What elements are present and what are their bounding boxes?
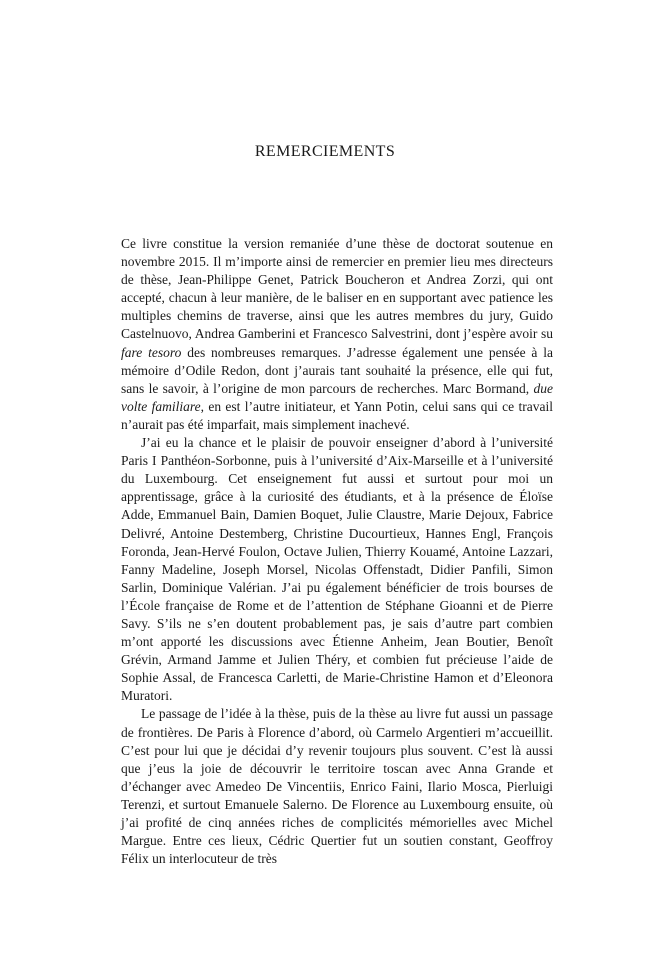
body-text: [121, 235, 553, 868]
text-run: Ce livre constitue la version remaniée d’une thèse de doctorat soutenue en novembre 2015. Il m’importe ainsi de remercier en premier lieu mes directeurs de thèse, Jean-Philippe Genet, Patrick Boucheron et Andrea Zorzi, qui ont accepté, chacun à leur manière, de le baliser en en supportant avec patience les multiples chemins de traverse, ainsi que les autres membres du jury, Guido Castelnuovo, Andrea Gamberini et Francesco Salvestrini, dont j’espère avoir su: [121, 236, 553, 342]
page-title: REMERCIEMENTS: [254, 143, 396, 160]
italic-phrase: fare tesoro: [121, 344, 182, 360]
text-run: J’ai eu la chance et le plaisir de pouvoir enseigner d’abord à l’université Paris I Panthéon-Sorbonne, puis à l’université d’Aix-Marseille et à l’université du Luxembourg. Cet enseignement fut aussi et surtout pour moi un apprentissage, grâce à la curiosité des étudiants, et à la présence de Éloïse Adde, Emmanuel Bain, Damien Boquet, Julie Claustre, Marie Dejoux, Fabrice Delivré, Antoine Destemberg, Christine Ducourtieux, Hannes Engl, François Foronda, Jean-Hervé Foulon, Octave Julien, Thierry Kouamé, Antoine Lazzari, Fanny Madeline, Joseph Morsel, Nicolas Offenstadt, Didier Panfili, Simon Sarlin, Dominique Valérian. J’ai pu également bénéficier de trois bourses de l’École française de Rome et de l’attention de Stéphane Gioanni et de Pierre Savy. S’ils ne s’en doutent probablement pas, je sais d’autre part combien m’ont apporté les discussions avec Étienne Anheim, Jean Boutier, Benoît Grévin, Armand Jamme et Julien Théry, et combien fut précieuse l’aide de Sophie Assal, de Francesca Carletti, de Marie-Christine Hamon et d’Eleonora Muratori.: [121, 435, 553, 704]
paragraph: [121, 434, 553, 705]
paragraph: [121, 235, 553, 434]
text-run: , en est l’autre initiateur, et Yann Potin, celui sans qui ce travail n’aurait pas été imparfait, mais simplement inachevé.: [121, 398, 554, 432]
paragraph: [121, 705, 553, 868]
italic-phrase: due volte familiare: [121, 380, 553, 414]
text-run: des nombreuses remarques. J’adresse également une pensée à la mémoire d’Odile Redon, dont j’aurais tant souhaité la présence, elle qui fut, sans le savoir, à l’origine de mon parcours de recherches. Marc Bormand,: [121, 344, 554, 396]
text-run: Le passage de l’idée à la thèse, puis de la thèse au livre fut aussi un passage de frontières. De Paris à Florence d’abord, où Carmelo Argentieri m’accueillit. C’est pour lui que je décidai d’y revenir toujours plus souvent. C’est là aussi que j’eus la joie de découvrir le territoire toscan avec Anna Grande et d’échanger avec Amedeo De Vincentiis, Enrico Faini, Ilario Mosca, Pierluigi Terenzi, et surtout Emanuele Salerno. De Florence au Luxembourg ensuite, où j’ai profité de cinq années riches de complicités mémorielles avec Michel Margue. Entre ces lieux, Cédric Quertier fut un soutien constant, Geoffroy Félix un interlocuteur de très: [121, 706, 553, 867]
